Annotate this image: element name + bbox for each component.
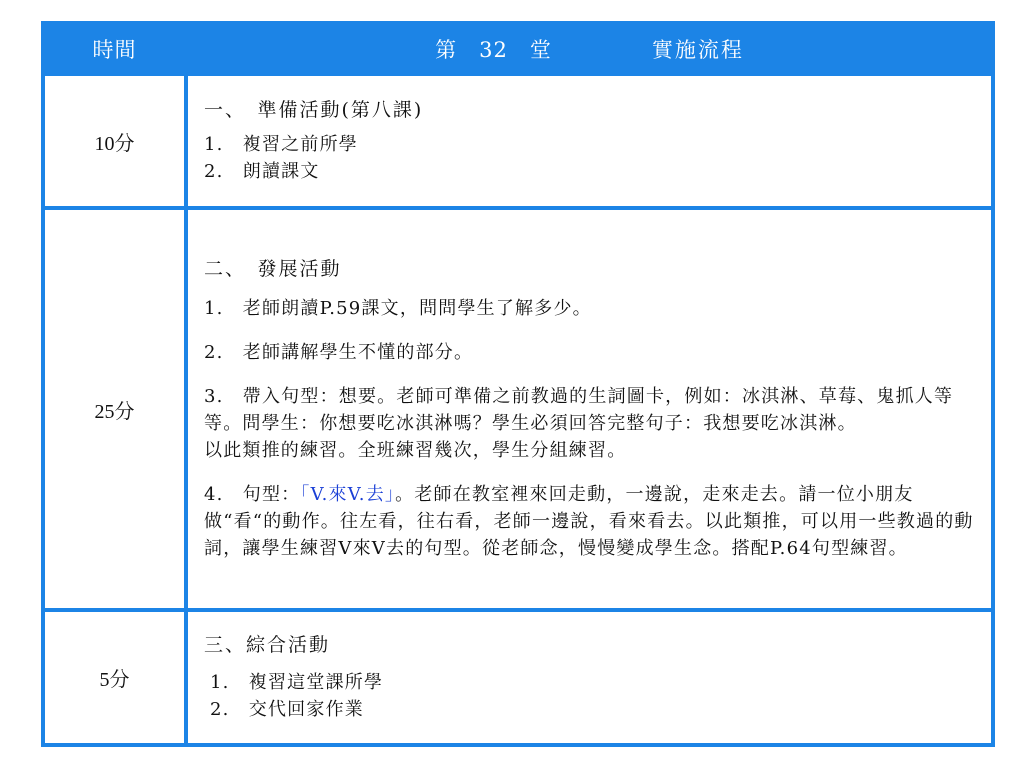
flow-cell [186,208,993,610]
time-column-header: 時間 [43,23,186,74]
time-cell: 25分 [43,208,186,610]
table-row [43,610,993,745]
list-item: 1. 老師朗讀P.59課文，問問學生了解多少。 [204,298,592,320]
list-item: 2. 交代回家作業 [210,699,364,721]
header-title-tang: 堂 [529,37,552,62]
flow-cell [186,74,993,208]
list-item [204,383,991,464]
lesson-plan-table [41,21,995,747]
time-cell: 5分 [43,610,186,745]
table-row [43,74,993,208]
section-title: 一、 準備活動(第八課) [204,99,424,122]
list-item-text: 3. 帶入句型：想要。老師可準備之前教過的生詞圖卡，例如：冰淇淋、草莓、鬼抓人等等。問學生：你想要吃冰淇淋嗎？學生必須回答完整句子：我想要吃冰淇淋。 [204,386,954,435]
header-title-flow: 實施流程 [651,37,744,62]
list-item [204,481,991,562]
flow-cell [186,610,993,745]
list-item-text: 以此類推的練習。全班練習幾次，學生分組練習。 [204,440,627,462]
flow-column-header [186,23,993,74]
section-title: 三、綜合活動 [204,634,331,657]
sentence-pattern: 「V.來V.去」 [300,484,396,506]
table-header-row [43,23,993,74]
item-prefix: 4. 句型： [204,484,301,506]
item-text: 。老師在教室裡來回走動，一邊說，走來走去。請一位小朋友做“看“的動作。往左看，往右看，老師一邊說，看來看去。以此類推，可以用一些教過的動詞，讓學生練習V來V去的句型。從老師念，慢慢變成學生念。搭配P.64句型練習。 [204,484,974,560]
time-cell: 10分 [43,74,186,208]
header-title-di: 第 [435,37,458,62]
lesson-number: 32 [479,37,508,62]
list-item: 1. 複習之前所學 [204,134,358,156]
section-title: 二、 發展活動 [204,258,342,281]
list-item: 2. 老師講解學生不懂的部分。 [204,342,474,364]
list-item: 1. 複習這堂課所學 [210,672,384,694]
table-row [43,208,993,610]
list-item: 2. 朗讀課文 [204,161,320,183]
